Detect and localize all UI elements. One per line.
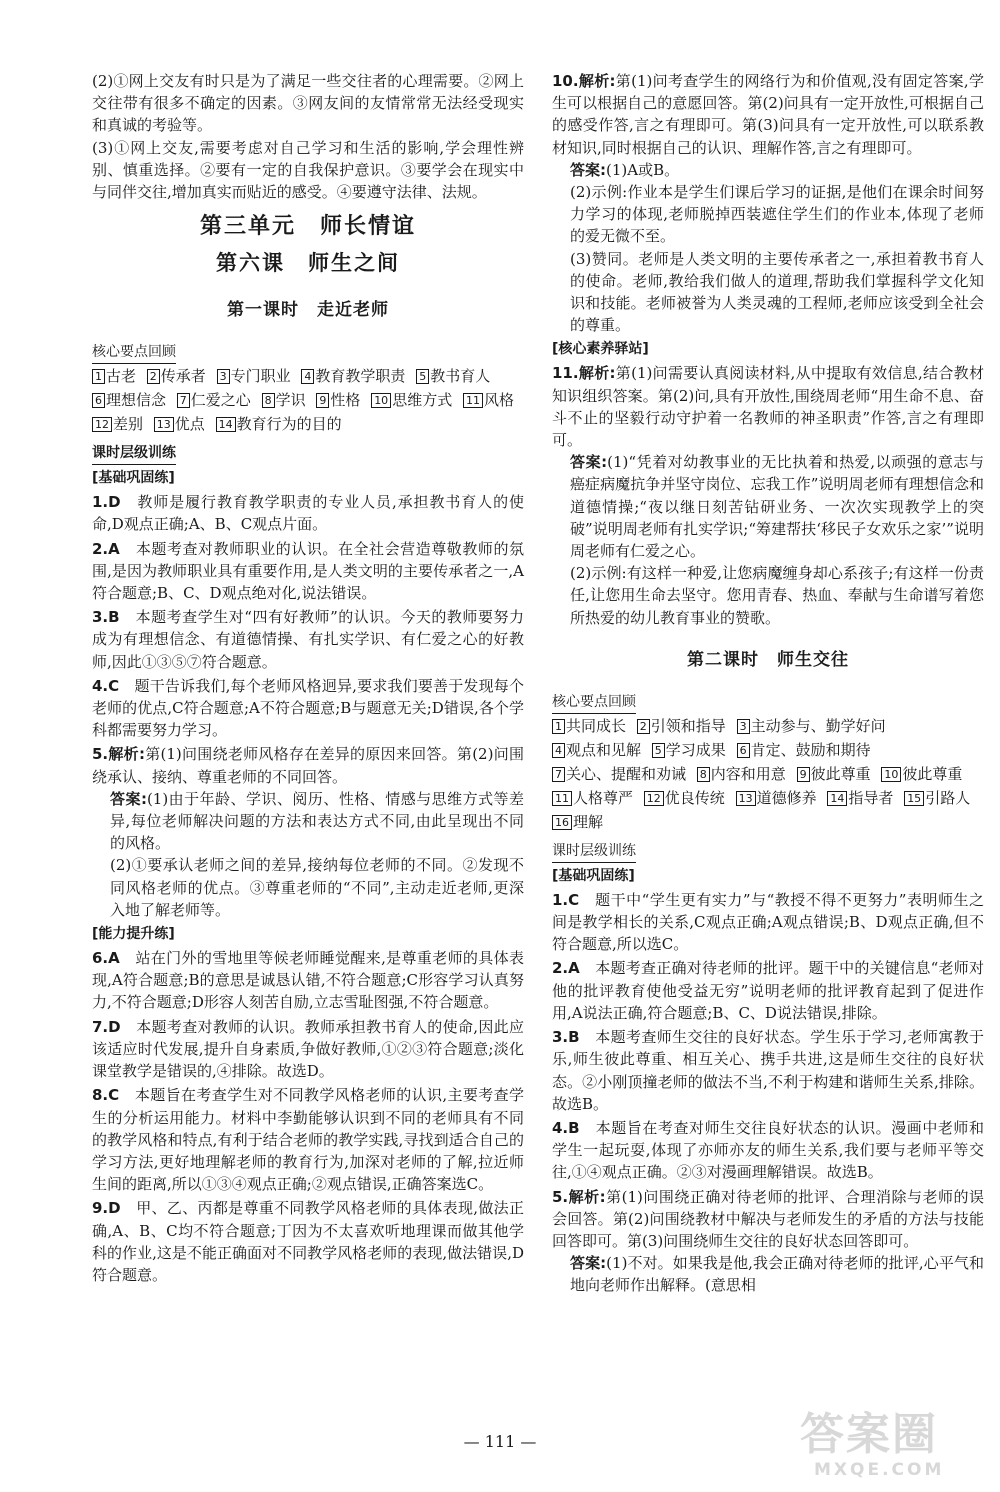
- answer-text: 答案:(1)不对。如果我是他,我会正确对待老师的批评,心平气和地向老师作出解释。(意思相: [570, 1254, 984, 1295]
- key-point-item: 8 学识: [262, 391, 306, 409]
- key-point-item: 1 共同成长: [552, 717, 626, 735]
- key-point-item: 7 关心、提醒和劝诫: [552, 765, 686, 783]
- answer-item: 3.B 本题考查师生交往的良好状态。学生乐于学习,老师寓教于乐,师生彼此尊重、相互关心、携手共进,这是师生交往的良好状态。②小刚顶撞老师的做法不当,不利于构建和谐师生关系,排除。故选B。: [552, 1028, 984, 1113]
- answer-text: 答案:(1)A或B。: [570, 160, 680, 179]
- answer-item: 3.B 本题考查学生对“四有好教师”的认识。今天的教师要努力成为有理想信念、有道德情操、有扎实学识、有仁爱之心的好教师,因此①③⑤⑦符合题意。: [92, 608, 524, 671]
- key-point-item: 3 主动参与、勤学好问: [737, 717, 886, 735]
- answer-item: 6.A 站在门外的雪地里等候老师睡觉醒来,是尊重老师的具体表现,A符合题意;B的意思是诚恳认错,不符合题意;C形容学习认真努力,不符合题意;D形容人刻苦自励,立志雪耻图强,不符合题意。: [92, 949, 524, 1012]
- answer-item: 4.B 本题旨在考查对师生交往良好状态的认识。漫画中老师和学生一起玩耍,体现了亦师亦友的师生关系,我们要与老师平等交往,①④观点正确。②③对漫画理解错误。故选B。: [552, 1118, 984, 1182]
- answer-text: (2)示例:有这样一种爱,让您病魔缠身却心系孩子;有这样一份责任,让您用生命去坚守。您用青春、热血、奉献与生命谱写着您所热爱的幼儿教育事业的赞歌。: [570, 564, 984, 627]
- ability-section-label: [能力提升练]: [92, 926, 175, 943]
- page-number: — 111 —: [463, 1432, 537, 1451]
- answer-item: 2.A 本题考查对教师职业的认识。在全社会营造尊敬教师的氛围,是因为教师职业具有重要作用,是人类文明的主要传承者之一,A符合题意;B、C、D观点绝对化,说法错误。: [92, 539, 524, 603]
- key-point-item: 16 理解: [552, 813, 603, 831]
- basic-section-label: [基础巩固练]: [552, 867, 635, 884]
- key-point-item: 7 仁爱之心: [177, 391, 251, 409]
- key-point-item: 11 人格尊严: [552, 789, 633, 807]
- key-point-item: 5 学习成果: [652, 741, 726, 759]
- answer-text: (2)示例:作业本是学生们课后学习的证据,是他们在课余时间努力学习的体现,老师脱掉西装遮住学生们的作业本,体现了老师的爱无微不至。: [570, 183, 984, 246]
- right-column: [552, 70, 984, 1297]
- key-point-item: 13 道德修养: [736, 789, 817, 807]
- watermark-logo: 答案圈 MXQE.COM: [800, 1409, 945, 1480]
- answer-item: 4.C 题干告诉我们,每个老师风格迥异,要求我们要善于发现每个老师的优点,C符合题意;A不符合题意;B与题意无关;D错误,各个学科都需要努力学习。: [92, 676, 524, 740]
- key-point-item: 9 性格: [316, 391, 360, 409]
- answer-text: (2)①要承认老师之间的差异,接纳每位老师的不同。②发现不同风格老师的优点。③尊重老师的“不同”,主动走近老师,更深入地了解老师等。: [110, 856, 524, 919]
- intro-para-2: (2)①网上交友有时只是为了满足一些交往者的心理需要。②网上交往带有很多不确定的因素。③网友间的友情常常无法经受现实和真诚的考验等。: [92, 72, 524, 135]
- key-point-item: 8 内容和用意: [697, 765, 786, 783]
- key-point-item: 11 风格: [463, 391, 514, 409]
- key-point-item: 2 引领和指导: [637, 717, 726, 735]
- answer-text: (3)赞同。老师是人类文明的主要传承者之一,承担着教书育人的使命。老师,教给我们做人的道理,帮助我们掌握科学文化知识和技能。老师被誉为人类灵魂的工程师,老师应该受到全社会的尊重。: [570, 249, 984, 335]
- key-point-item: 4 观点和见解: [552, 741, 641, 759]
- key-point-item: 13 优点: [154, 415, 205, 433]
- key-point-item: 2 传承者: [147, 367, 206, 385]
- training-heading: 课时层级训练: [552, 840, 636, 863]
- unit-title: 第三单元 师长情谊: [199, 214, 416, 240]
- key-points-list: [552, 714, 984, 834]
- period-title: 第二课时 师生交往: [687, 649, 849, 670]
- intro-para-3: (3)①网上交友,需要考虑对自己学习和生活的影响,学会理性辨别、慎重选择。②要有一定的自我保护意识。③要学会在现实中与同伴交往,增加真实而贴近的感受。④要遵守法律、法规。: [92, 138, 524, 202]
- key-points-heading: 核心要点回顾: [92, 341, 176, 364]
- lesson-title: 第六课 师生之间: [216, 251, 400, 276]
- key-point-item: 12 优良传统: [644, 789, 725, 807]
- key-point-item: 6 肯定、鼓励和期待: [737, 741, 871, 759]
- key-point-item: 10 思维方式: [371, 391, 452, 409]
- key-points-list: [92, 364, 524, 436]
- key-point-item: 14 教育行为的目的: [216, 415, 342, 433]
- answer-item: 9.D 甲、乙、丙都是尊重不同教学风格老师的具体表现,做法正确,A、B、C均不符合题意;丁因为不太喜欢听地理课而做其他学科的作业,这是不能正确面对不同教学风格老师的表现,做法错误,D符合题意。: [92, 1199, 524, 1284]
- answer-item: 8.C 本题旨在考查学生对不同教学风格老师的认识,主要考查学生的分析运用能力。材料中李勤能够认识到不同的老师具有不同的教学风格和特点,有利于结合老师的教学实践,寻找到适合自己的学习方法,更好地理解老师的教育行为,加深对老师的了解,拉近师生间的距离,所以①③④观点正确;②观点错误,正确答案选C。: [92, 1086, 524, 1194]
- answer-text: 答案:(1)由于年龄、学识、阅历、性格、情感与思维方式等差异,每位老师解决问题的方法和表达方式不同,由此呈现出不同的风格。: [110, 789, 525, 853]
- key-point-item: 9 彼此尊重: [797, 765, 871, 783]
- answer-item: 11.解析:第(1)问需要认真阅读材料,从中提取有效信息,结合教材知识组织答案。第(2)问,具有开放性,围绕周老师“用生命不息、奋斗不止的坚毅行动守护着一名教师的神圣职责”作答,言之有理即可。: [552, 364, 984, 450]
- answer-item: 7.D 本题考查对教师的认识。教师承担教书育人的使命,因此应该适应时代发展,提升自身素质,争做好教师,①②③符合题意;淡化课堂教学是错误的,④排除。故选D。: [92, 1017, 524, 1081]
- basic-section-label: [基础巩固练]: [92, 470, 175, 487]
- key-point-item: 15 引路人: [904, 789, 970, 807]
- answer-item: 1.D 教师是履行教育教学职责的专业人员,承担教书育人的使命,D观点正确;A、B、C观点片面。: [92, 493, 524, 534]
- period-title: 第一课时 走近老师: [227, 300, 389, 321]
- training-heading: 课时层级训练: [92, 442, 176, 465]
- key-point-item: 14 指导者: [827, 789, 893, 807]
- answer-item: 2.A 本题考查正确对待老师的批评。题干中的关键信息“老师对他的批评教育使他受益无穷”说明老师的批评教育起到了促进作用,A说法正确,符合题意;B、C、D说法错误,排除。: [552, 959, 984, 1022]
- core-section-label: [核心素养驿站]: [552, 341, 649, 358]
- key-point-item: 6 理想信念: [92, 391, 166, 409]
- key-points-heading: 核心要点回顾: [552, 691, 636, 714]
- answer-item: 5.解析:第(1)问围绕正确对待老师的批评、合理消除与老师的误会回答。第(2)问围绕教材中解决与老师发生的矛盾的方法与技能回答即可。第(3)问围绕师生交往的良好状态回答即可。: [552, 1187, 985, 1250]
- key-point-item: 12 差别: [92, 415, 143, 433]
- answer-item: 5.解析:第(1)问围绕老师风格存在差异的原因来回答。第(2)问围绕承认、接纳、尊重老师的不同回答。: [92, 745, 524, 786]
- key-point-item: 3 专门职业: [217, 367, 291, 385]
- key-point-item: 5 教书育人: [416, 367, 490, 385]
- key-point-item: 10 彼此尊重: [881, 765, 962, 783]
- key-point-item: 4 教育教学职责: [301, 367, 405, 385]
- left-column: [92, 70, 524, 1286]
- answer-item: 10.解析:第(1)问考查学生的网络行为和价值观,没有固定答案,学生可以根据自己的意愿回答。第(2)问具有一定开放性,可根据自己的感受作答,言之有理即可。第(3)问具有一定开放性,可以联系教材知识,同时根据自己的认识、理解作答,言之有理即可。: [552, 72, 984, 157]
- key-point-item: 1 古老: [92, 367, 136, 385]
- answer-text: 答案:(1)“凭着对幼教事业的无比执着和热爱,以顽强的意志与癌症病魔抗争并坚守岗位、忘我工作”说明周老师有理想信念和道德情操;“夜以继日刻苦钻研业务、一次次实现教学上的突破”说明周老师有扎实学识;“筹建帮扶‘移民子女欢乐之家’”说明周老师有仁爱之心。: [570, 453, 985, 561]
- answer-item: 1.C 题干中“学生更有实力”与“教授不得不更努力”表明师生之间是教学相长的关系,C观点正确;A观点错误;B、D观点正确,但不符合题意,所以选C。: [552, 890, 984, 954]
